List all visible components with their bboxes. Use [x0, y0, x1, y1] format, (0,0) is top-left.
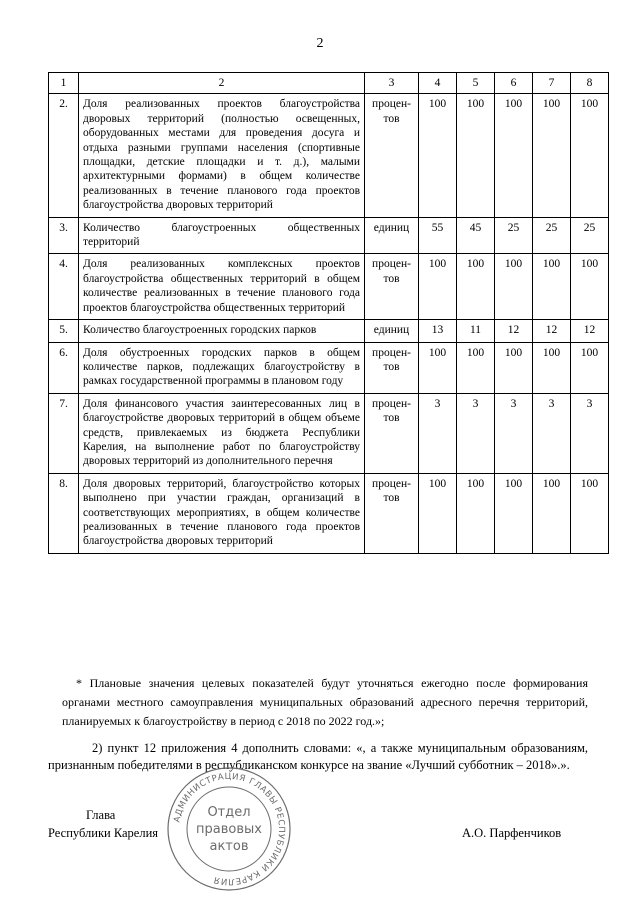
- indicator-value: 100: [419, 473, 457, 553]
- stamp-line3: актов: [209, 839, 249, 854]
- indicator-value: 3: [419, 393, 457, 473]
- stamp-line2: правовых: [196, 822, 262, 837]
- header-cell: 4: [419, 73, 457, 94]
- unit-of-measure: единиц: [365, 217, 419, 254]
- indicator-value: 45: [457, 217, 495, 254]
- indicator-value: 100: [533, 254, 571, 320]
- indicator-value: 25: [533, 217, 571, 254]
- indicator-value: 100: [495, 342, 533, 393]
- table-row: [49, 320, 609, 342]
- indicator-value: 100: [571, 254, 609, 320]
- indicator-value: 55: [419, 217, 457, 254]
- row-number: 3.: [49, 217, 79, 254]
- indicator-name: Количество благоустроенных городских парков: [79, 320, 365, 342]
- indicator-value: 100: [419, 342, 457, 393]
- unit-of-measure: процен-тов: [365, 254, 419, 320]
- footnote: * Плановые значения целевых показателей будут уточняться ежегодно после формирования органами местного самоуправления муниципальных образований адресного перечня территорий, планируемых к благоустройству в период с 2018 по 2022 год.»;: [62, 676, 588, 728]
- table-row: [49, 94, 609, 217]
- indicator-value: 13: [419, 320, 457, 342]
- legal-department-stamp: [164, 764, 294, 894]
- unit-of-measure: процен-тов: [365, 342, 419, 393]
- header-cell: 5: [457, 73, 495, 94]
- indicator-value: 100: [457, 94, 495, 217]
- indicators-table: [48, 72, 609, 554]
- indicator-value: 3: [457, 393, 495, 473]
- table-row: [49, 254, 609, 320]
- row-number: 4.: [49, 254, 79, 320]
- indicator-value: 100: [533, 473, 571, 553]
- signatory-title-line2: Республики Карелия: [48, 826, 159, 840]
- unit-of-measure: процен-тов: [365, 393, 419, 473]
- row-number: 2.: [49, 94, 79, 217]
- indicator-value: 11: [457, 320, 495, 342]
- indicator-value: 100: [571, 473, 609, 553]
- indicator-value: 12: [533, 320, 571, 342]
- indicator-value: 12: [571, 320, 609, 342]
- table-row: [49, 473, 609, 553]
- header-cell: 6: [495, 73, 533, 94]
- indicator-name: Доля дворовых территорий, благоустройство которых выполнено при участии граждан, организаций в соответствующих мероприятиях, в общем количестве реализованных в течение планового года проектов благоустройства дворовых территорий: [79, 473, 365, 553]
- indicator-value: 100: [457, 254, 495, 320]
- indicator-value: 100: [495, 254, 533, 320]
- table-row: [49, 342, 609, 393]
- indicator-value: 100: [457, 473, 495, 553]
- header-cell: 2: [79, 73, 365, 94]
- indicator-value: 100: [419, 94, 457, 217]
- indicator-value: 25: [495, 217, 533, 254]
- indicator-value: 12: [495, 320, 533, 342]
- indicator-name: Доля обустроенных городских парков в общем количестве парков, подлежащих благоустройству в рамках государственной программы в плановом году: [79, 342, 365, 393]
- header-cell: 1: [49, 73, 79, 94]
- indicator-name: Доля реализованных комплексных проектов благоустройства общественных территорий в общем количестве реализованных в течение планового года проектов благоустройства общественных территорий: [79, 254, 365, 320]
- header-cell: 3: [365, 73, 419, 94]
- header-cell: 8: [571, 73, 609, 94]
- signatory-title: [48, 806, 158, 842]
- unit-of-measure: процен-тов: [365, 94, 419, 217]
- indicator-value: 25: [571, 217, 609, 254]
- table-header-row: [49, 73, 609, 94]
- indicator-value: 100: [495, 94, 533, 217]
- amendment-item-2: 2) пункт 12 приложения 4 дополнить словами: «, а также муниципальным образованиям, признанным победителями в республиканском конкурсе на звание «Лучший субботник – 2018».».: [48, 741, 588, 772]
- indicator-value: 3: [571, 393, 609, 473]
- indicator-value: 100: [533, 94, 571, 217]
- row-number: 5.: [49, 320, 79, 342]
- indicator-name: Доля финансового участия заинтересованных лиц в благоустройстве дворовых территорий в общем объеме средств, привлекаемых из бюджета Республики Карелия, на выполнение работ по благоустройству дворовых территорий из дополнительного перечня: [79, 393, 365, 473]
- indicator-name: Доля реализованных проектов благоустройства дворовых территорий (полностью освещенных, оборудованных местами для проведения досуга и отдыха разными группами населения (спортивные площадки, детские площадки и т. д.), малыми архитектурными формами) в общем количестве реализованных в течение планового года проектов благоустройства дворовых территорий: [79, 94, 365, 217]
- indicator-name: Количество благоустроенных общественных территорий: [79, 217, 365, 254]
- unit-of-measure: единиц: [365, 320, 419, 342]
- indicator-value: 100: [533, 342, 571, 393]
- stamp-ring-text: АДМИНИСТРАЦИЯ ГЛАВЫ РЕСПУБЛИКИ КАРЕЛИЯ: [172, 771, 287, 887]
- page-number: 2: [316, 36, 324, 51]
- signatory-name: А.О. Парфенчиков: [462, 826, 562, 840]
- row-number: 6.: [49, 342, 79, 393]
- row-number: 7.: [49, 393, 79, 473]
- row-number: 8.: [49, 473, 79, 553]
- indicator-value: 100: [419, 254, 457, 320]
- table-row: [49, 393, 609, 473]
- indicator-value: 100: [571, 94, 609, 217]
- stamp-line1: Отдел: [207, 805, 251, 820]
- indicator-value: 3: [495, 393, 533, 473]
- indicator-value: 100: [571, 342, 609, 393]
- indicator-value: 100: [495, 473, 533, 553]
- indicator-value: 100: [457, 342, 495, 393]
- table-row: [49, 217, 609, 254]
- indicator-value: 3: [533, 393, 571, 473]
- header-cell: 7: [533, 73, 571, 94]
- signatory-title-line1: Глава: [86, 808, 116, 822]
- unit-of-measure: процен-тов: [365, 473, 419, 553]
